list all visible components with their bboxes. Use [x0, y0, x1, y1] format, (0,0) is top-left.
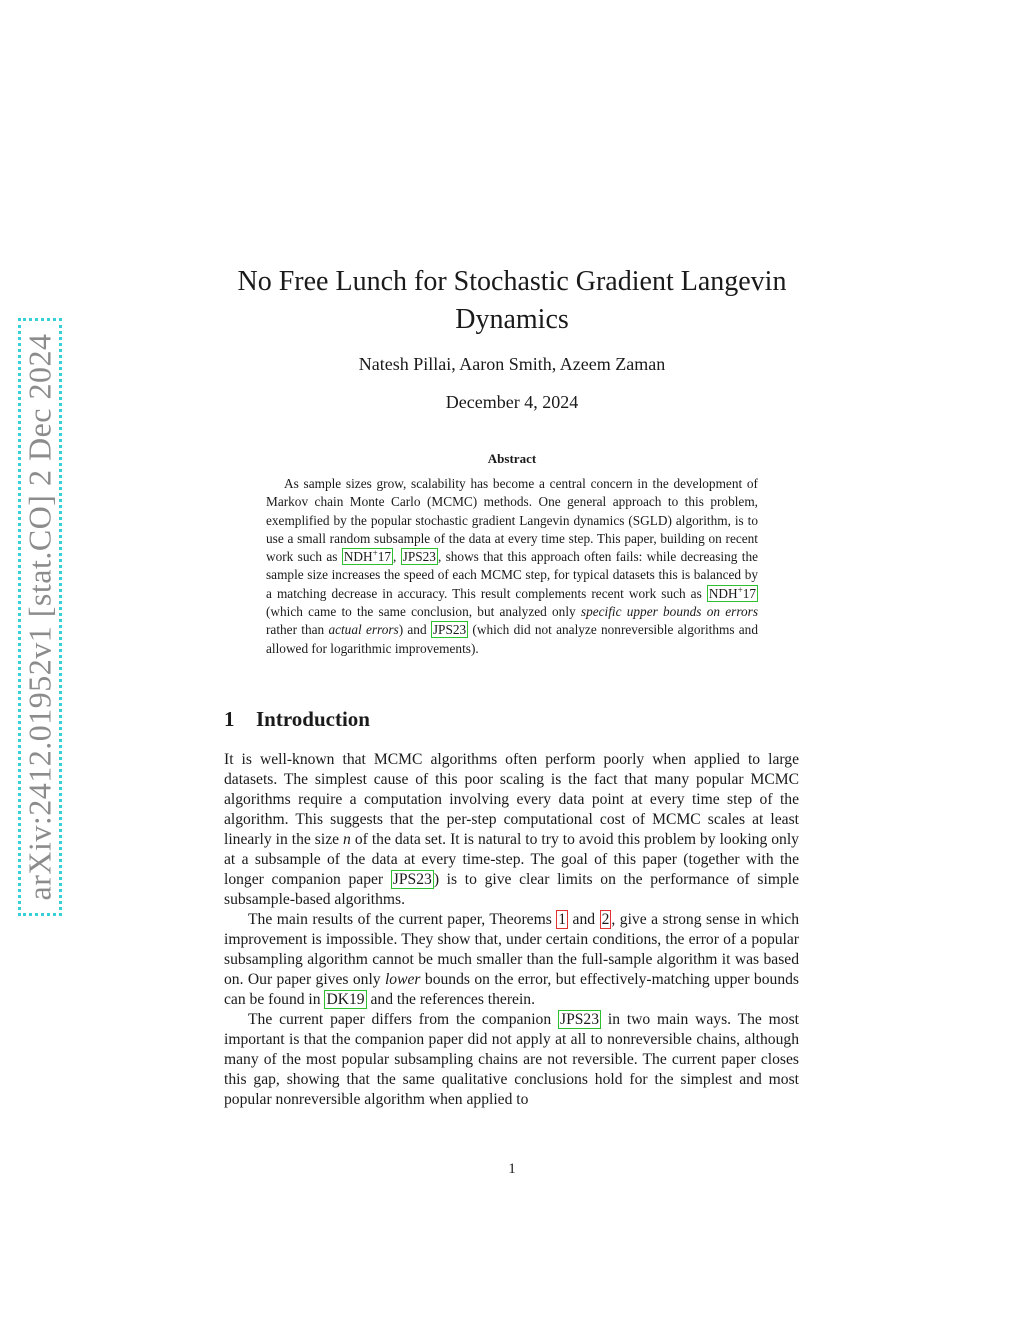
- emphasis-text: actual errors: [328, 622, 399, 638]
- body-text: in two main ways. The most important is that the companion paper did not apply at all to nonreversible chains, although many of the most popular subsampling chains are not reversible. The current paper closes this gap, showing that the same qualitative conclusions hold for the simplest and most popular nonreversible algorithm when applied to: [224, 1011, 800, 1108]
- section-number: 1: [224, 707, 235, 731]
- body-text: bounds on the error, but effectively-matching upper bounds can be found in: [224, 971, 799, 1008]
- abstract-body: [266, 475, 758, 658]
- abstract-text: rather than: [266, 622, 329, 638]
- citation-superscript: +: [737, 584, 743, 595]
- body-text: ) is to give clear limits on the performance of simple subsample-based algorithms.: [224, 871, 799, 908]
- citation-link[interactable]: JPS23: [560, 1011, 600, 1028]
- citation-link[interactable]: JPS23: [392, 871, 432, 888]
- publication-date: December 4, 2024: [445, 392, 579, 412]
- citation-year: 17: [377, 549, 391, 565]
- citation-key: NDH: [708, 585, 738, 601]
- abstract-text: , shows that this approach often fails: while decreasing the sample size increases the speed of each MCMC step, for typical datasets this is balanced by a matching decrease in accuracy. This result complements recent work such as: [266, 549, 759, 601]
- author-list: Natesh Pillai, Aaron Smith, Azeem Zaman: [358, 354, 666, 374]
- body-text: and: [568, 911, 600, 928]
- section-heading: [224, 707, 370, 732]
- arxiv-stamp: [18, 318, 62, 916]
- abstract-heading: Abstract: [487, 451, 537, 466]
- body-text: and the references therein.: [366, 991, 535, 1008]
- citation-key: NDH: [343, 549, 373, 565]
- body-text: It is well-known that MCMC algorithms often perform poorly when applied to large datasets. The simplest cause of this poor scaling is the fact that many popular MCMC algorithms require a computation involving every data point at every time step of the algorithm. This suggests that the per-step computational cost of MCMC scales at least linearly in the size: [224, 751, 799, 848]
- section-title: Introduction: [256, 707, 370, 731]
- citation-link[interactable]: [342, 548, 393, 565]
- abstract-text: (which did not analyze nonreversible algorithms and allowed for logarithmic improvements).: [266, 622, 758, 656]
- citation-superscript: +: [372, 548, 378, 559]
- citation-link[interactable]: JPS23: [432, 622, 467, 638]
- citation-link[interactable]: JPS23: [402, 549, 436, 565]
- abstract-text: ) and: [398, 622, 431, 638]
- arxiv-identifier[interactable]: arXiv:2412.01952v1 [stat.CO] 2 Dec 2024: [21, 333, 58, 901]
- theorem-reference-link[interactable]: 1: [558, 911, 567, 928]
- theorem-reference-link[interactable]: 2: [601, 911, 610, 928]
- citation-year: 17: [742, 585, 756, 601]
- citation-link[interactable]: DK19: [326, 991, 365, 1008]
- paragraph: [224, 750, 799, 910]
- emphasis-text: specific upper bounds on errors: [580, 604, 758, 620]
- introduction-body: [224, 750, 799, 1110]
- abstract-text: As sample sizes grow, scalability has become a central concern in the development of Markov chain Monte Carlo (MCMC) methods. One general approach to this problem, exemplified by the popular stochastic gradient Langevin dynamics (SGLD) algorithm, is to use a small random subsample of the data at every time step. This paper, building on recent work such as: [266, 476, 758, 565]
- paragraph: [224, 910, 799, 1010]
- abstract-text: ,: [393, 549, 401, 565]
- paragraph: [224, 1010, 799, 1110]
- body-text: , give a strong sense in which improvement is impossible. They show that, under certain conditions, the error of a popular subsampling algorithm cannot be much smaller than the full-sample algorithm it was based on. Our paper gives only: [224, 911, 800, 988]
- body-text: The main results of the current paper, Theorems: [248, 911, 557, 928]
- paper-title: No Free Lunch for Stochastic Gradient Langevin Dynamics: [237, 266, 787, 335]
- page-number: 1: [508, 1161, 516, 1177]
- math-variable: n: [343, 831, 351, 848]
- body-text: The current paper differs from the companion: [248, 1011, 558, 1028]
- emphasis-text: lower: [384, 971, 421, 988]
- body-text: of the data set. It is natural to try to avoid this problem by looking only at a subsample of the data at every time-step. The goal of this paper (together with the longer companion paper: [224, 831, 799, 888]
- citation-link[interactable]: [707, 585, 758, 602]
- abstract-text: (which came to the same conclusion, but analyzed only: [266, 604, 581, 620]
